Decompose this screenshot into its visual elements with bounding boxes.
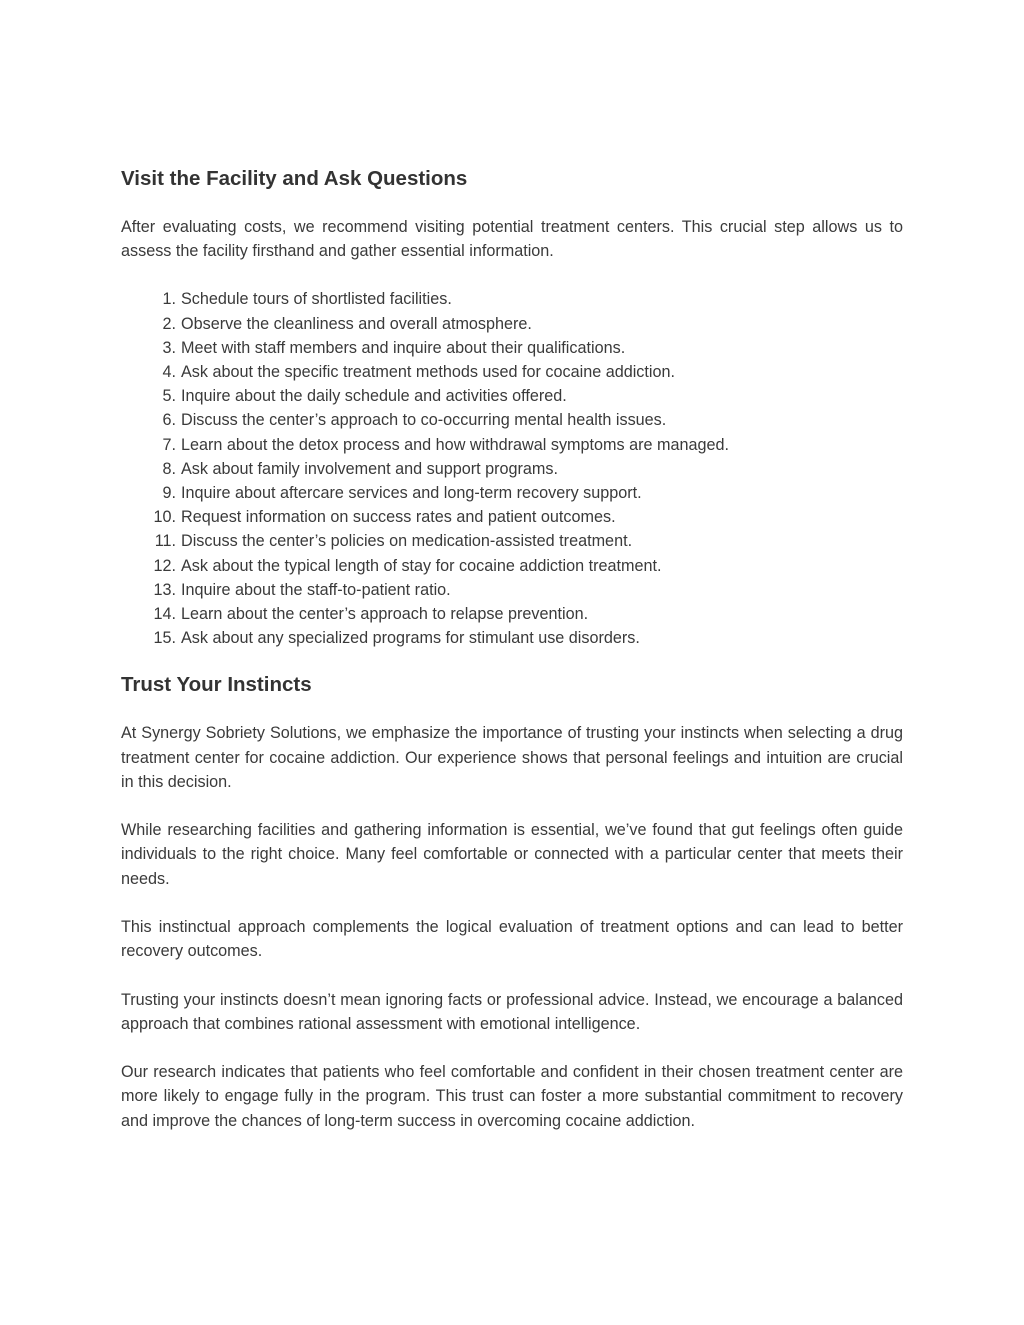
list-item <box>121 529 903 553</box>
list-item <box>121 578 903 602</box>
list-item <box>121 433 903 457</box>
intro-paragraph: After evaluating costs, we recommend visiting potential treatment centers. This crucial step allows us to assess the facility firsthand and gather essential information. <box>121 218 903 261</box>
list-item-text: Inquire about the staff-to-patient ratio. <box>181 580 451 599</box>
list-item <box>121 360 903 384</box>
body-paragraph: This instinctual approach complements the logical evaluation of treatment options and can lead to better recovery outcomes. <box>121 918 903 961</box>
list-item-text: Inquire about aftercare services and long-term recovery support. <box>181 484 642 503</box>
body-paragraph: While researching facilities and gathering information is essential, we’ve found that gut feelings often guide individuals to the right choice. Many feel comfortable or connected with a particular center that meets their needs. <box>121 821 903 888</box>
list-item-number: 15. <box>153 629 176 648</box>
list-item-number: 6. <box>162 411 176 430</box>
list-item-text: Discuss the center’s approach to co-occurring mental health issues. <box>181 411 667 430</box>
list-item-number: 1. <box>162 290 176 309</box>
list-item-number: 11. <box>154 532 176 551</box>
list-item-number: 3. <box>162 338 176 357</box>
list-item-number: 5. <box>162 387 176 406</box>
list-item <box>121 312 903 336</box>
list-item <box>121 408 903 432</box>
section-heading-trust-instincts: Trust Your Instincts <box>121 673 312 697</box>
list-item-text: Observe the cleanliness and overall atmosphere. <box>181 314 532 333</box>
list-item-number: 10. <box>153 508 176 527</box>
section-heading-visit-facility: Visit the Facility and Ask Questions <box>121 167 468 190</box>
list-item <box>121 554 903 578</box>
list-item <box>121 626 903 650</box>
list-item <box>121 602 903 626</box>
list-item-text: Schedule tours of shortlisted facilities. <box>181 290 452 309</box>
list-item-text: Ask about the specific treatment methods used for cocaine addiction. <box>181 363 675 382</box>
list-item-text: Meet with staff members and inquire about their qualifications. <box>181 338 626 357</box>
list-item-text: Ask about any specialized programs for stimulant use disorders. <box>181 629 640 648</box>
body-paragraph: At Synergy Sobriety Solutions, we emphasize the importance of trusting your instincts when selecting a drug treatment center for cocaine addiction. Our experience shows that personal feelings and intuition are crucial in this decision. <box>121 724 903 791</box>
list-item <box>121 481 903 505</box>
list-item-number: 2. <box>162 314 176 333</box>
list-item-number: 13. <box>153 580 176 599</box>
list-item-number: 9. <box>162 484 176 503</box>
facility-visit-steps-list <box>121 287 903 650</box>
list-item-text: Discuss the center’s policies on medication-assisted treatment. <box>181 532 633 551</box>
list-item <box>121 384 903 408</box>
list-item-number: 12. <box>153 556 176 575</box>
list-item-number: 8. <box>162 459 176 478</box>
list-item-text: Learn about the detox process and how withdrawal symptoms are managed. <box>181 435 729 454</box>
list-item <box>121 287 903 311</box>
list-item <box>121 457 903 481</box>
list-item-text: Ask about family involvement and support programs. <box>181 459 558 478</box>
body-paragraph: Trusting your instincts doesn’t mean ignoring facts or professional advice. Instead, we encourage a balanced approach that combines rational assessment with emotional intelligence. <box>121 990 903 1033</box>
list-item-number: 14. <box>153 605 176 624</box>
list-item <box>121 505 903 529</box>
body-paragraph: Our research indicates that patients who feel comfortable and confident in their chosen treatment center are more likely to engage fully in the program. This trust can foster a more substantial commitment to recovery and improve the chances of long-term success in overcoming cocaine addiction. <box>121 1063 903 1130</box>
list-item <box>121 336 903 360</box>
list-item-text: Learn about the center’s approach to relapse prevention. <box>181 605 589 624</box>
list-item-text: Inquire about the daily schedule and activities offered. <box>181 387 567 406</box>
list-item-text: Ask about the typical length of stay for cocaine addiction treatment. <box>181 556 662 575</box>
list-item-number: 4. <box>162 363 176 382</box>
list-item-number: 7. <box>162 435 176 454</box>
document-page <box>121 164 903 1157</box>
list-item-text: Request information on success rates and patient outcomes. <box>181 508 616 527</box>
